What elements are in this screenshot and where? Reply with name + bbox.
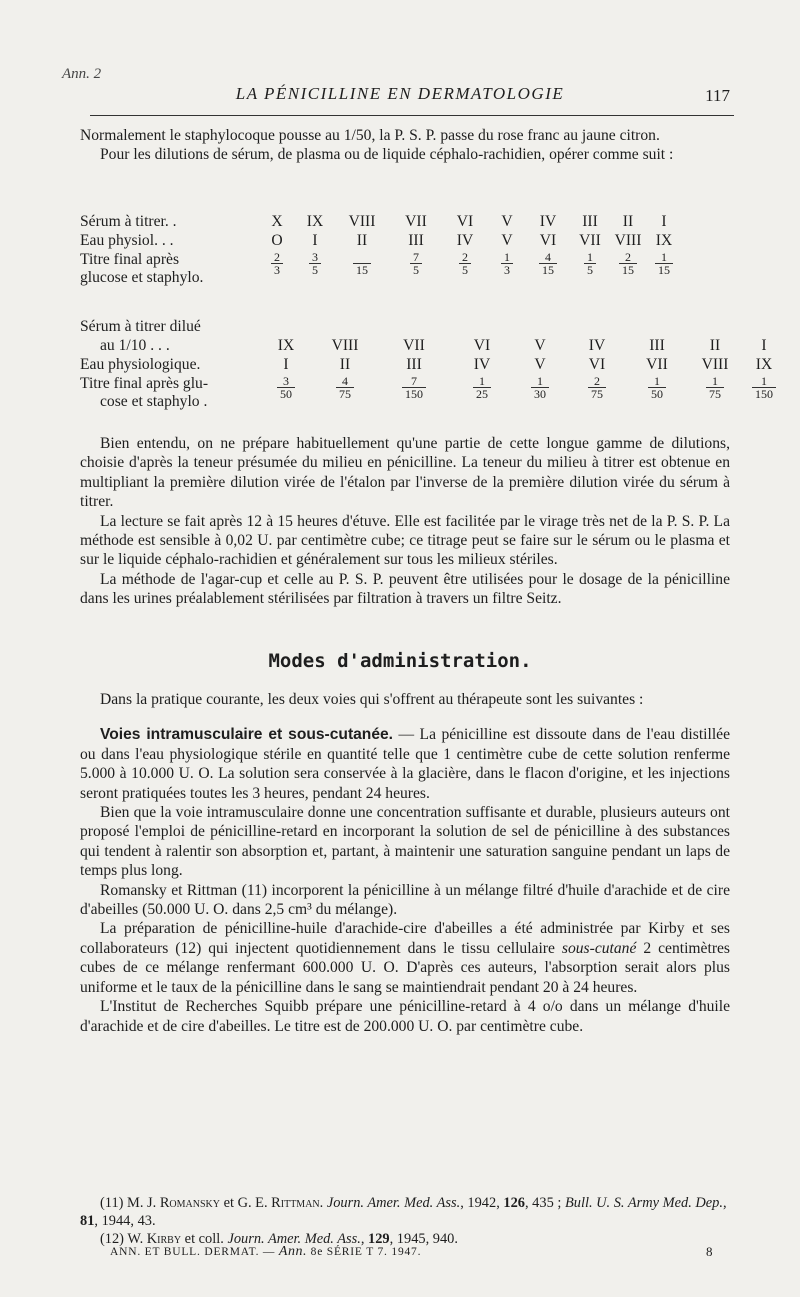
denominator: 3 <box>274 263 280 277</box>
table-cell: VI <box>588 356 606 373</box>
denominator: 15 <box>356 263 368 277</box>
fn-text: , 435 ; <box>524 1195 565 1211</box>
denominator: 75 <box>709 387 721 401</box>
table-cell: V <box>501 232 513 249</box>
fn-text: , 1945, 940. <box>389 1231 458 1247</box>
table-cell: IX <box>755 356 773 373</box>
denominator: 3 <box>504 263 510 277</box>
numerator: 1 <box>531 375 549 388</box>
intro-paragraph-2: Pour les dilutions de sérum, de plasma ou de liquide céphalo-rachidien, opérer comme suit : <box>100 146 674 164</box>
table-cell: IV <box>473 356 491 373</box>
page-number: 117 <box>705 86 730 105</box>
row-label: Sérum à titrer. . <box>80 213 177 230</box>
denominator: 15 <box>658 263 670 277</box>
fn-text: , <box>360 1231 369 1247</box>
denominator: 15 <box>542 263 554 277</box>
table-cell: III <box>406 356 422 373</box>
fraction <box>473 375 491 400</box>
fraction <box>752 375 776 400</box>
table-cell: V <box>534 337 546 354</box>
numerator: 4 <box>336 375 354 388</box>
table-cell: VII <box>646 356 668 373</box>
paragraph: La lecture se fait après 12 à 15 heures d'étuve. Elle est facilitée par le virage très net de la P. S. P. La méthode est sensible à 0,02 U. par centimètre cube; ce titrage peut se faire sur le sérum ou le plasma et sur le liquide céphalo-rachidien et généralement sur tous les milieux stériles. <box>80 512 730 569</box>
dilution-table-2 <box>80 318 784 413</box>
fraction <box>655 251 673 276</box>
numerator: 3 <box>277 375 295 388</box>
table-cell: IV <box>456 232 474 249</box>
denominator: 75 <box>591 387 603 401</box>
table-cell: VII <box>403 337 425 354</box>
paragraph: Romansky et Rittman (11) incorporent la pénicilline à un mélange filtré d'huile d'arachide et de cire d'abeilles (50.000 U. O. dans 2,5 cm³ du mélange). <box>80 881 730 919</box>
fraction <box>539 251 557 276</box>
numerator: 2 <box>459 251 471 264</box>
denominator: 25 <box>476 387 488 401</box>
journal-abbrev: Ann. 2 <box>62 66 102 82</box>
header-rule <box>90 115 734 116</box>
table-cell: IX <box>277 337 295 354</box>
numerator: 3 <box>309 251 321 264</box>
table-cell: II <box>622 213 634 230</box>
footer-text: ANN. ET BULL. DERMAT. — <box>110 1246 279 1258</box>
paragraph-text: 2 centimètres cubes de ce mélange renfermant 600.000 U. O. D'après ces auteurs, l'absorption serait alors plus uniforme et le taux de la pénicilline dans le sang se maintiendrait pendant 20 à 24 heures. <box>80 939 730 996</box>
paragraph: Bien que la voie intramusculaire donne une concentration suffisante et durable, plusieurs auteurs ont proposé l'emploi de pénicilline-retard en incorporant la solution de sel de pénicilline à des substances qui tendent à ralentir son absorption et, partant, à maintenir une saturation sanguine pendant un laps de temps plus long. <box>80 804 730 880</box>
fraction <box>309 251 321 276</box>
row-label <box>80 251 258 289</box>
row-label: Eau physiol. . . <box>80 232 174 249</box>
fraction <box>353 251 371 276</box>
table-cell: III <box>649 337 665 354</box>
table-cell: III <box>408 232 424 249</box>
fraction <box>459 251 471 276</box>
volume: 129 <box>368 1231 390 1247</box>
fraction <box>648 375 666 400</box>
table-cell: VIII <box>348 213 376 230</box>
footer-citation <box>110 1244 421 1260</box>
fn-text: et G. E. <box>220 1195 272 1211</box>
journal: Journ. Amer. Med. Ass. <box>323 1195 461 1211</box>
denominator: 5 <box>312 263 318 277</box>
intro-paragraph-1: Normalement le staphylocoque pousse au 1/50, la P. S. P. passe du rose franc au jaune citron. <box>80 127 660 144</box>
fn-text: , 1944, 43. <box>94 1213 156 1229</box>
numerator: 1 <box>648 375 666 388</box>
table-cell: VI <box>539 232 557 249</box>
table-cell: VI <box>473 337 491 354</box>
paragraph: L'Institut de Recherches Squibb prépare une pénicilline-retard à 4 o/o dans un mélange d'huile d'arachide et de cire d'abeilles. Le titre est de 200.000 U. O. par centimètre cube. <box>80 998 730 1035</box>
footnotes <box>80 1194 740 1248</box>
table-cell: II <box>339 356 351 373</box>
table-cell: VII <box>405 213 427 230</box>
numerator: 2 <box>588 375 606 388</box>
denominator: 15 <box>622 263 634 277</box>
table-cell: O <box>271 232 283 249</box>
table-cell: IV <box>588 337 606 354</box>
paragraph-text: — La pénicilline est dissoute dans de l'eau distillée ou dans l'eau physiologique stérile en quantité telle que 1 centimètre cube de cette solution renferme 5.000 à 10.000 U. O. La solution sera conservée à la glacière, dans le flacon d'origine, et les injections seront pratiquées toutes les 3 heures, pendant 24 heures. <box>80 726 730 802</box>
author: Kirby <box>146 1231 182 1247</box>
table-cell: I <box>312 232 318 249</box>
volume: 126 <box>503 1195 525 1211</box>
table-row <box>80 337 784 356</box>
section-heading: Modes d'administration. <box>268 650 532 672</box>
fraction <box>588 375 606 400</box>
journal: Journ. Amer. Med. Ass. <box>227 1231 361 1247</box>
fraction <box>501 251 513 276</box>
denominator: 50 <box>651 387 663 401</box>
footer-italic: Ann. <box>278 1244 307 1259</box>
administration-section <box>80 690 730 1036</box>
numerator: 7 <box>410 251 422 264</box>
row-label-line: Titre final après glu- <box>80 375 209 392</box>
numerator: 7 <box>402 375 426 388</box>
numerator: 4 <box>539 251 557 264</box>
dilution-table-1 <box>80 213 682 289</box>
fraction <box>584 251 596 276</box>
author: Rittman. <box>271 1195 324 1211</box>
paragraph-text: La préparation de pénicilline-huile d'arachide-cire d'abeilles a été administrée par Kirby et ses collaborateurs (12) qui injectent quotidiennement dans le tissu cellulaire <box>80 920 730 957</box>
numerator: 2 <box>619 251 637 264</box>
paragraph: Bien entendu, on ne prépare habituellement qu'une partie de cette longue gamme de dilutions, choisie d'après la teneur présumée du milieu en pénicilline. La teneur du milieu à titrer est obtenue en multipliant la première dilution virée de l'étalon par l'inverse de la première dilution virée du sérum à titrer. <box>80 435 730 511</box>
fraction <box>277 375 295 400</box>
denominator: 5 <box>587 263 593 277</box>
row-label-line: glucose et staphylo. <box>80 269 204 286</box>
numerator: 2 <box>271 251 283 264</box>
paragraph <box>80 725 730 803</box>
table-cell: IX <box>655 232 673 249</box>
volume: 81 <box>80 1213 95 1229</box>
fn-text: et coll. <box>181 1231 228 1247</box>
subheading: Voies intramusculaire et sous-cutanée. <box>100 726 394 744</box>
table-cell: X <box>271 213 283 230</box>
denominator: 50 <box>280 387 292 401</box>
fraction <box>619 251 637 276</box>
table-cell: I <box>761 337 767 354</box>
table-row <box>80 318 784 337</box>
table-cell: VIII <box>614 232 642 249</box>
fn-text: (12) W. <box>100 1231 147 1247</box>
table-cell: II <box>356 232 368 249</box>
row-label <box>80 375 260 413</box>
table-row <box>80 213 682 232</box>
table-row <box>80 375 784 413</box>
denominator: 5 <box>413 263 419 277</box>
fraction <box>706 375 724 400</box>
fraction <box>402 375 426 400</box>
table-cell: VIII <box>331 337 359 354</box>
numerator: 1 <box>706 375 724 388</box>
table-row <box>80 232 682 251</box>
emphasis: sous-cutané <box>561 939 637 957</box>
intro-text <box>80 126 730 165</box>
table-cell: V <box>501 213 513 230</box>
row-label-line: cose et staphylo . <box>100 393 208 410</box>
running-title: LA PÉNICILLINE EN DERMATOLOGIE <box>235 84 565 103</box>
numerator: 1 <box>473 375 491 388</box>
denominator: 30 <box>534 387 546 401</box>
table-cell: IV <box>539 213 557 230</box>
row-label: Sérum à titrer dilué <box>80 318 201 335</box>
table-cell: I <box>661 213 667 230</box>
paragraph: La méthode de l'agar-cup et celle au P. S. P. peuvent être utilisées pour le dosage de la pénicilline dans les urines préalablement stérilisées par filtration à travers un filtre Seitz. <box>80 570 730 608</box>
row-label-line: Titre final après <box>80 251 180 268</box>
fn-text: , 1942, <box>460 1195 504 1211</box>
denominator: 5 <box>462 263 468 277</box>
row-label: Eau physiologique. <box>80 356 201 373</box>
signature-mark: 8 <box>706 1244 714 1259</box>
journal: Bull. U. S. Army Med. Dep. <box>564 1195 723 1211</box>
table-row <box>80 356 784 375</box>
fraction <box>271 251 283 276</box>
fraction <box>531 375 549 400</box>
table-cell: VIII <box>701 356 729 373</box>
fn-text: , <box>722 1195 727 1211</box>
table-cell: III <box>582 213 598 230</box>
table-cell: II <box>709 337 721 354</box>
fraction <box>336 375 354 400</box>
table-cell: IX <box>306 213 324 230</box>
denominator: 150 <box>405 387 423 401</box>
fraction <box>410 251 422 276</box>
method-paragraphs <box>80 434 730 609</box>
footer-text: 8e SÉRIE T 7. 1947. <box>306 1246 422 1258</box>
table-cell: V <box>534 356 546 373</box>
footnote-11 <box>80 1194 740 1230</box>
denominator: 75 <box>339 387 351 401</box>
numerator: 1 <box>584 251 596 264</box>
paragraph <box>80 919 730 997</box>
denominator: 150 <box>755 387 773 401</box>
section-intro: Dans la pratique courante, les deux voies qui s'offrent au thérapeute sont les suivantes : <box>100 691 644 708</box>
table-cell: VI <box>456 213 474 230</box>
table-row <box>80 251 682 289</box>
table-cell: VII <box>579 232 601 249</box>
row-label: au 1/10 . . . <box>100 337 170 354</box>
numerator: 1 <box>655 251 673 264</box>
table-cell: I <box>283 356 289 373</box>
author: Romansky <box>159 1195 220 1211</box>
numerator: 1 <box>752 375 776 388</box>
numerator: 1 <box>501 251 513 264</box>
fn-text: (11) M. J. <box>100 1195 160 1211</box>
